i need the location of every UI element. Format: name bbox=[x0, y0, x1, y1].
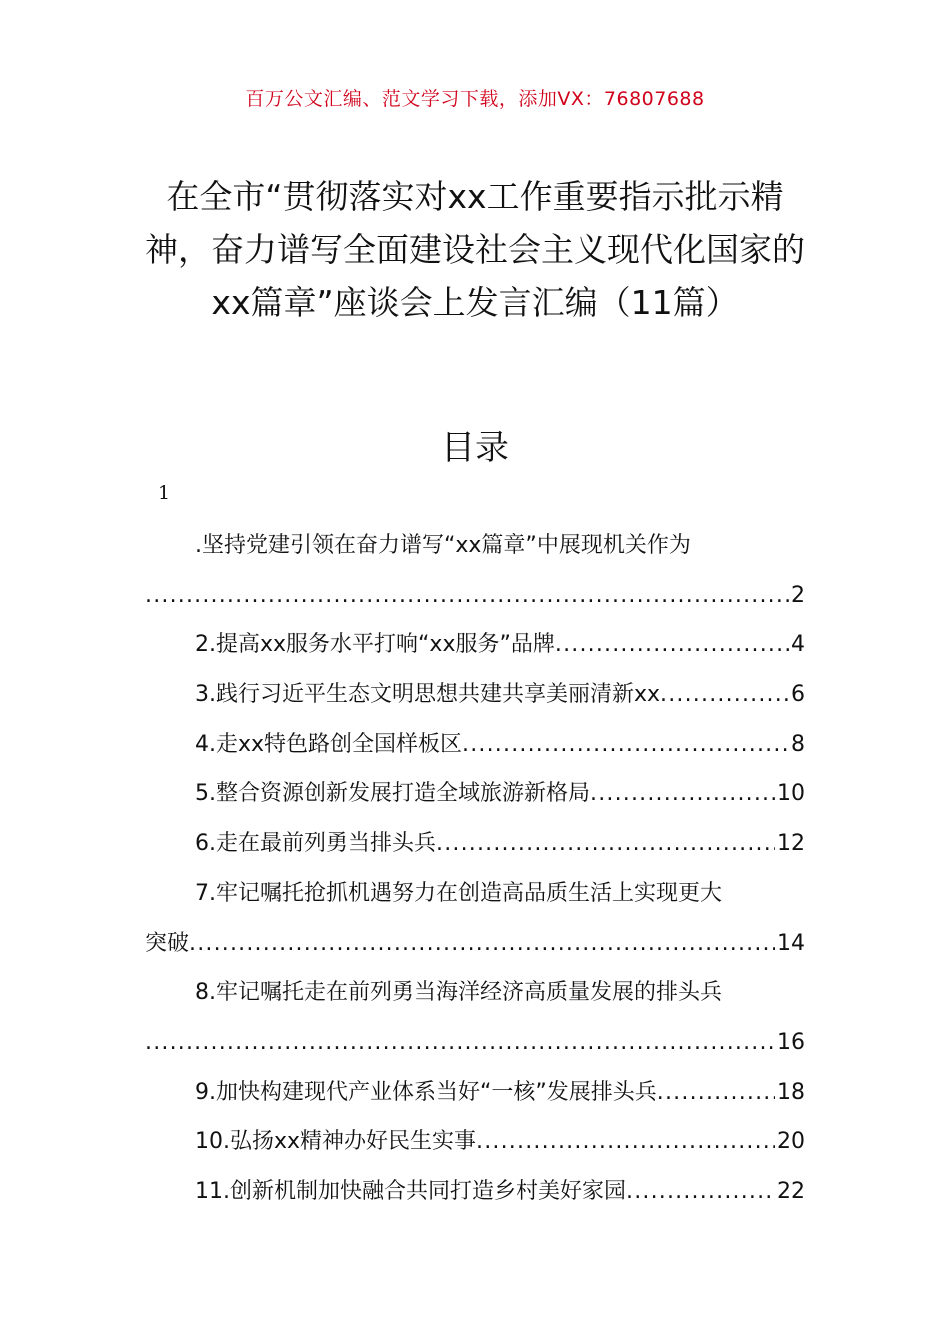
toc-entry-9[interactable] bbox=[145, 1068, 805, 1118]
toc-entry-title: .坚持党建引领在奋力谱写“xx篇章”中展现机关作为 bbox=[195, 533, 691, 558]
toc-page-number: 22 bbox=[777, 1178, 805, 1204]
toc-entry-title: 2.提高xx服务水平打响“xx服务”品牌 bbox=[195, 632, 555, 658]
toc-page-number: 18 bbox=[777, 1079, 805, 1105]
stray-number: 1 bbox=[158, 482, 171, 504]
toc-entry-6[interactable] bbox=[145, 819, 805, 869]
toc-entry-title: 8.牢记嘱托走在前列勇当海洋经济高质量发展的排头兵 bbox=[195, 980, 722, 1006]
toc-page-number: 8 bbox=[791, 731, 805, 757]
toc-page-number: 16 bbox=[777, 1029, 805, 1055]
toc-entry-title: 5.整合资源创新发展打造全域旅游新格局 bbox=[195, 781, 590, 807]
toc-heading: 目录 bbox=[441, 428, 509, 468]
toc-list bbox=[145, 521, 805, 1217]
toc-page-number: 20 bbox=[777, 1129, 805, 1155]
toc-entry-3[interactable] bbox=[145, 670, 805, 720]
toc-entry-10[interactable] bbox=[145, 1117, 805, 1167]
toc-entry-5[interactable] bbox=[145, 769, 805, 819]
toc-page-number: 12 bbox=[777, 831, 805, 857]
toc-entry-8[interactable] bbox=[145, 1018, 805, 1068]
toc-leader-dots bbox=[476, 1117, 775, 1167]
toc-entry-title: 3.践行习近平生态文明思想共建共享美丽清新xx bbox=[195, 682, 661, 708]
toc-leader-dots bbox=[657, 1068, 775, 1118]
header-note: 百万公文汇编、范文学习下载，添加VX：76807688 bbox=[245, 88, 705, 110]
toc-page-number: 4 bbox=[791, 632, 805, 658]
toc-leader-dots bbox=[145, 571, 789, 621]
toc-leader-dots bbox=[660, 670, 789, 720]
toc-entry-7-line1[interactable] bbox=[145, 869, 805, 919]
toc-entry-1-line1[interactable] bbox=[145, 521, 805, 571]
toc-entry-title: 10.弘扬xx精神办好民生实事 bbox=[195, 1129, 477, 1155]
toc-leader-dots bbox=[590, 769, 775, 819]
toc-entry-title: 4.走xx特色路创全国样板区 bbox=[195, 731, 463, 757]
toc-entry-4[interactable] bbox=[145, 720, 805, 770]
toc-leader-dots bbox=[626, 1167, 775, 1217]
toc-page-number: 2 bbox=[791, 582, 805, 608]
toc-page-number: 14 bbox=[777, 930, 805, 956]
toc-leader-dots bbox=[189, 919, 775, 969]
toc-entry-title: 9.加快构建现代产业体系当好“一核”发展排头兵 bbox=[195, 1079, 657, 1105]
toc-leader-dots bbox=[436, 819, 775, 869]
toc-leader-dots bbox=[145, 1018, 775, 1068]
toc-entry-7[interactable] bbox=[145, 919, 805, 969]
toc-leader-dots bbox=[555, 620, 789, 670]
toc-leader-dots bbox=[462, 720, 789, 770]
toc-entry-title: 7.牢记嘱托抢抓机遇努力在创造高品质生活上实现更大 bbox=[195, 880, 722, 906]
toc-entry-8-line1[interactable] bbox=[145, 968, 805, 1018]
document-title: 在全市“贯彻落实对xx工作重要指示批示精神，奋力谱写全面建设社会主义现代化国家的xx篇章”座谈会上发言汇编（11篇） bbox=[145, 177, 805, 322]
toc-entry-title: 11.创新机制加快融合共同打造乡村美好家园 bbox=[195, 1178, 626, 1204]
toc-entry-1[interactable] bbox=[145, 571, 805, 621]
toc-entry-2[interactable] bbox=[145, 620, 805, 670]
toc-entry-11[interactable] bbox=[145, 1167, 805, 1217]
toc-entry-title: 突破 bbox=[145, 930, 190, 956]
toc-page-number: 6 bbox=[791, 682, 805, 708]
toc-page-number: 10 bbox=[777, 781, 805, 807]
toc-entry-title: 6.走在最前列勇当排头兵 bbox=[195, 831, 436, 857]
